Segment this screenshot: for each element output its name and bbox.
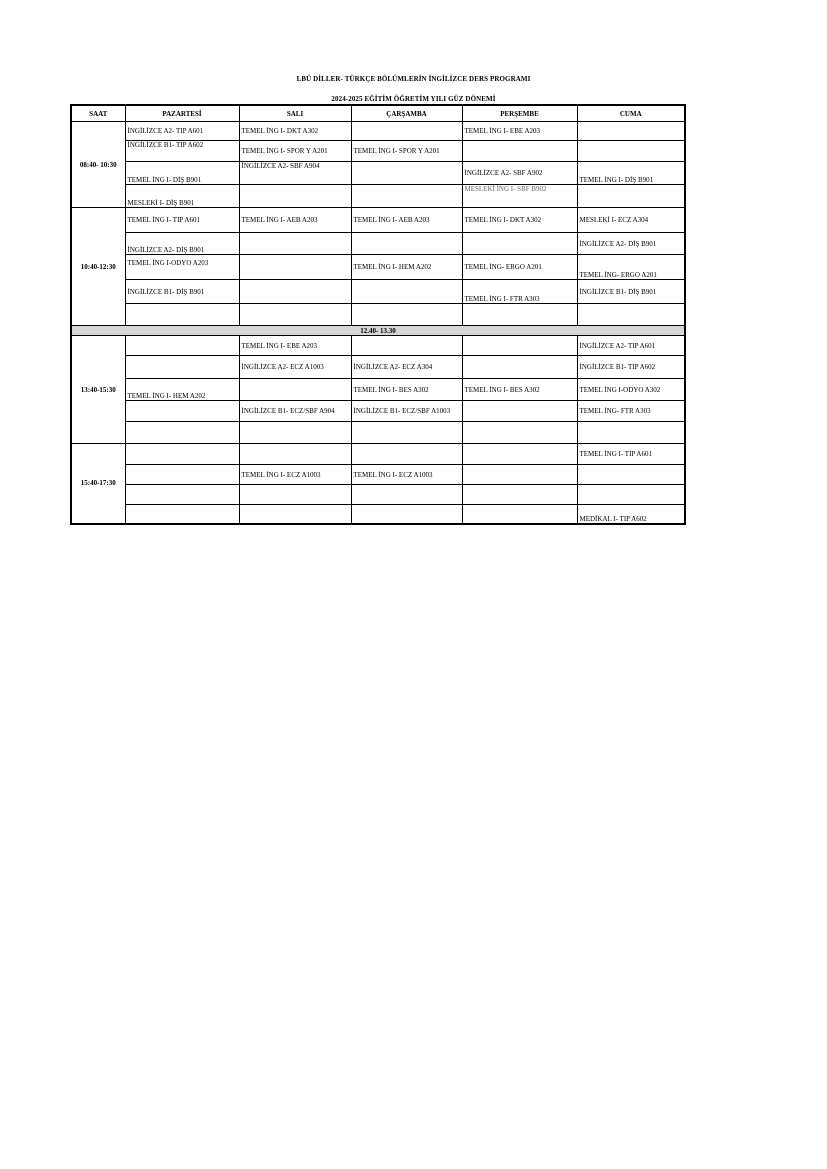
- header-tuesday: SALI: [239, 105, 351, 122]
- table-cell: TEMEL İNG I- AEB A203: [351, 208, 462, 233]
- table-cell: [462, 422, 577, 444]
- table-row: [71, 255, 685, 280]
- table-cell: [125, 401, 239, 422]
- table-cell: [125, 336, 239, 356]
- table-cell: TEMEL İNG I- FTR A303: [462, 280, 577, 304]
- table-cell: MESLEKİ I- DİŞ B901: [125, 185, 239, 208]
- table-cell: TEMEL İNG I- TIP A601: [577, 444, 685, 465]
- table-cell: [577, 141, 685, 162]
- table-cell: TEMEL İNG I-ODYO A302: [577, 379, 685, 401]
- table-cell: [351, 444, 462, 465]
- table-cell: [125, 356, 239, 379]
- table-cell: TEMEL İNG I- SPOR Y A201: [239, 141, 351, 162]
- table-cell: İNGİLİZCE B1- ECZ/SBF A904: [239, 401, 351, 422]
- table-row: [71, 304, 685, 326]
- table-cell: [351, 185, 462, 208]
- header-time: SAAT: [71, 105, 125, 122]
- table-row: [71, 465, 685, 485]
- table-cell: İNGİLİZCE A2- SBF A904: [239, 162, 351, 185]
- table-cell: TEMEL İNG I- DKT A302: [462, 208, 577, 233]
- table-row: [71, 141, 685, 162]
- table-cell: [577, 465, 685, 485]
- table-cell: [462, 304, 577, 326]
- header-friday: CUMA: [577, 105, 685, 122]
- table-cell: İNGİLİZCE A2- DİŞ B901: [577, 233, 685, 255]
- table-row: [71, 122, 685, 141]
- table-cell: İNGİLİZCE B1- TIP A602: [125, 141, 239, 162]
- table-cell: [351, 304, 462, 326]
- table-row: [71, 505, 685, 524]
- table-cell: İNGİLİZCE A2- DİŞ B901: [125, 233, 239, 255]
- table-cell: İNGİLİZCE B1- DİŞ B901: [125, 280, 239, 304]
- table-cell: TEMEL İNG I- TIP A601: [125, 208, 239, 233]
- header-thursday: PERŞEMBE: [462, 105, 577, 122]
- table-cell: [462, 336, 577, 356]
- table-cell: TEMEL İNG- ERGO A201: [462, 255, 577, 280]
- time-slot: 10:40-12:30: [71, 208, 125, 326]
- table-cell: [577, 485, 685, 505]
- lunch-break-row: [71, 326, 685, 336]
- table-cell: TEMEL İNG I- HEM A202: [351, 255, 462, 280]
- table-cell: MESLEKİ I- ECZ A304: [577, 208, 685, 233]
- table-cell: [125, 485, 239, 505]
- table-cell: [239, 379, 351, 401]
- table-cell: TEMEL İNG I- BES A302: [351, 379, 462, 401]
- table-row: [71, 280, 685, 304]
- table-cell: [125, 505, 239, 524]
- table-cell: [577, 122, 685, 141]
- table-cell: TEMEL İNG I- HEM A202: [125, 379, 239, 401]
- table-cell: [351, 122, 462, 141]
- time-slot: 15:40-17:30: [71, 444, 125, 524]
- table-cell: TEMEL İNG I- DİŞ B901: [577, 162, 685, 185]
- table-cell: [462, 505, 577, 524]
- table-cell: İNGİLİZCE A2- ECZ A304: [351, 356, 462, 379]
- table-cell: TEMEL İNG- FTR A303: [577, 401, 685, 422]
- schedule-table: [70, 104, 686, 525]
- table-cell: [577, 185, 685, 208]
- table-cell: [462, 444, 577, 465]
- header-row: [71, 105, 685, 122]
- table-cell: İNGİLİZCE A2- SBF A902: [462, 162, 577, 185]
- table-cell: [351, 162, 462, 185]
- table-cell: [462, 401, 577, 422]
- table-row: [71, 401, 685, 422]
- table-cell: [462, 465, 577, 485]
- table-cell: TEMEL İNG I- SPOR Y A201: [351, 141, 462, 162]
- table-cell: [462, 485, 577, 505]
- table-row: [71, 444, 685, 465]
- table-cell: [239, 422, 351, 444]
- table-cell: [239, 304, 351, 326]
- table-cell: [239, 505, 351, 524]
- table-cell: İNGİLİZCE A2- TIP A601: [577, 336, 685, 356]
- header-monday: PAZARTESİ: [125, 105, 239, 122]
- table-cell: TEMEL İNG I- DİŞ B901: [125, 162, 239, 185]
- table-cell: İNGİLİZCE B1- DİŞ B901: [577, 280, 685, 304]
- table-row: [71, 336, 685, 356]
- header-wednesday: ÇARŞAMBA: [351, 105, 462, 122]
- table-cell: TEMEL İNG- ERGO A201: [577, 255, 685, 280]
- time-slot: 08:40- 10:30: [71, 122, 125, 208]
- table-cell: [351, 422, 462, 444]
- table-cell: TEMEL İNG I- ECZ A1003: [239, 465, 351, 485]
- table-row: [71, 162, 685, 185]
- table-cell: [239, 280, 351, 304]
- table-row: [71, 485, 685, 505]
- table-row: [71, 233, 685, 255]
- document-subtitle: 2024-2025 EĞİTİM ÖĞRETİM YILI GÜZ DÖNEMİ: [331, 95, 496, 103]
- table-cell: TEMEL İNG I- DKT A302: [239, 122, 351, 141]
- table-cell: TEMEL İNG I-ODYO A203: [125, 255, 239, 280]
- table-cell: [125, 304, 239, 326]
- table-cell: [351, 280, 462, 304]
- table-cell: İNGİLİZCE B1- ECZ/SBF A1003: [351, 401, 462, 422]
- table-cell: MEDİKAL I- TIP A602: [577, 505, 685, 524]
- table-row: [71, 185, 685, 208]
- table-row: [71, 208, 685, 233]
- table-cell: TEMEL İNG I- EBE A203: [462, 122, 577, 141]
- table-cell: TEMEL İNG I- BES A302: [462, 379, 577, 401]
- table-cell: [239, 185, 351, 208]
- table-cell: [125, 465, 239, 485]
- table-cell: İNGİLİZCE A2- TIP A601: [125, 122, 239, 141]
- table-cell: [462, 141, 577, 162]
- document-title: LBÜ DİLLER- TÜRKÇE BÖLÜMLERİN İNGİLİZCE DERS PROGRAMI: [296, 75, 531, 83]
- table-cell: [351, 505, 462, 524]
- table-cell: [462, 233, 577, 255]
- table-cell: [239, 233, 351, 255]
- table-cell: [351, 233, 462, 255]
- table-cell: [351, 336, 462, 356]
- table-cell: İNGİLİZCE B1- TIP A602: [577, 356, 685, 379]
- table-cell: [577, 304, 685, 326]
- table-cell: [239, 255, 351, 280]
- table-cell: [351, 485, 462, 505]
- table-cell: TEMEL İNG I- AEB A203: [239, 208, 351, 233]
- table-cell: [239, 444, 351, 465]
- table-cell: [239, 485, 351, 505]
- table-cell: [462, 356, 577, 379]
- table-cell: TEMEL İNG I- EBE A203: [239, 336, 351, 356]
- time-slot: 13:40-15:30: [71, 336, 125, 444]
- lunch-break-label: 12.40- 13.30: [71, 326, 685, 336]
- table-row: [71, 356, 685, 379]
- table-row: [71, 379, 685, 401]
- table-cell: İNGİLİZCE A2- ECZ A1003: [239, 356, 351, 379]
- table-cell: [577, 422, 685, 444]
- table-cell: [125, 444, 239, 465]
- table-cell: TEMEL İNG I- ECZ A1003: [351, 465, 462, 485]
- table-cell: MESLEKİ İNG I- SBF B902: [462, 185, 577, 208]
- table-cell: [125, 422, 239, 444]
- table-row: [71, 422, 685, 444]
